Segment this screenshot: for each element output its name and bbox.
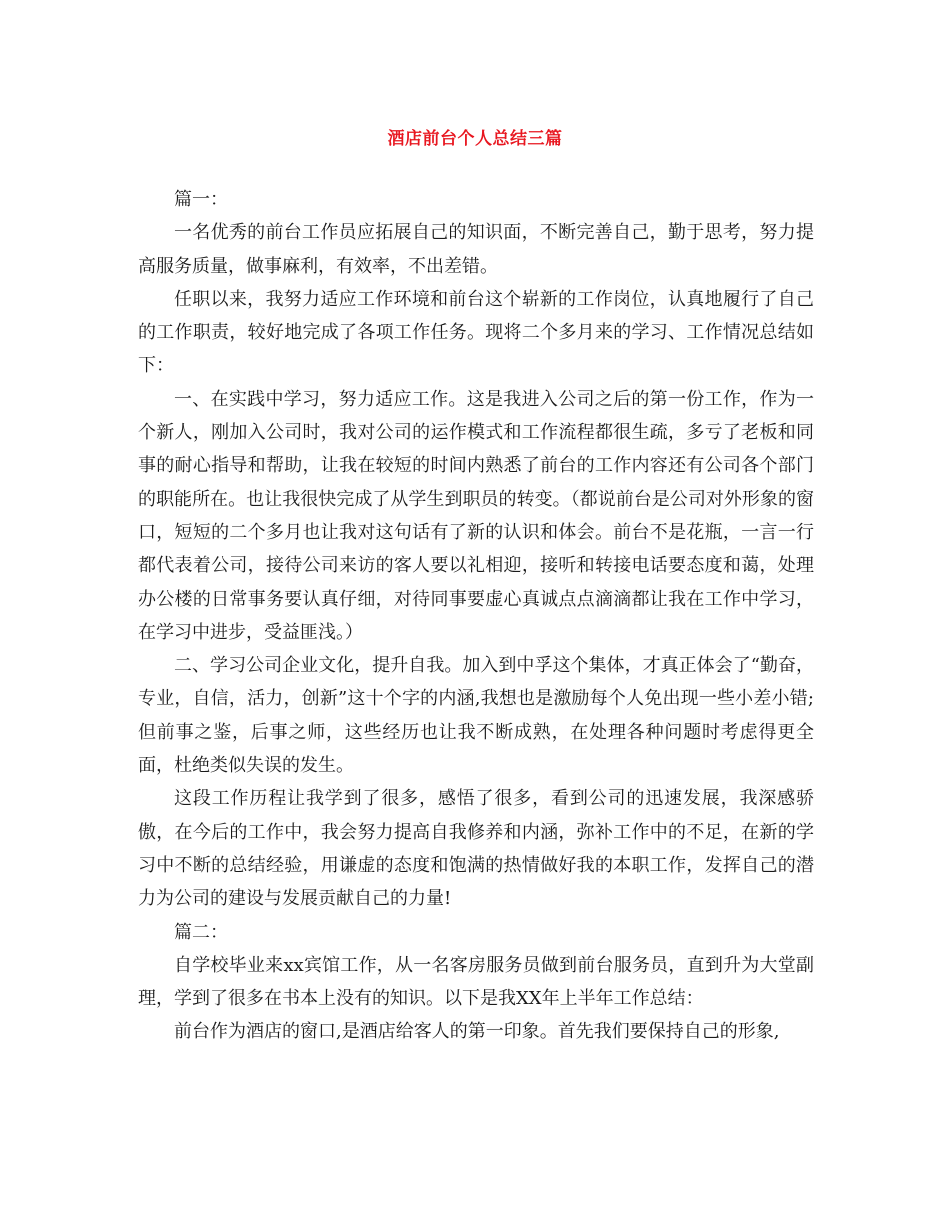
paragraph: 这段工作历程让我学到了很多，感悟了很多，看到公司的迅速发展，我深感骄傲，在今后的工作中，我会努力提高自我修养和内涵，弥补工作中的不足，在新的学习中不断的总结经验，用谦虚的态度和饱满的热情做好我的本职工作，发挥自己的潜力为公司的建设与发展贡献自己的力量! bbox=[138, 788, 814, 910]
paragraph: 一、在实践中学习，努力适应工作。这是我进入公司之后的第一份工作，作为一个新人，刚加入公司时，我对公司的运作模式和工作流程都很生疏，多亏了老板和同事的耐心指导和帮助，让我在较短的时间内熟悉了前台的工作内容还有公司各个部门的职能所在。也让我很快完成了从学生到职员的转变。（都说前台是公司对外形象的窗口，短短的二个多月也让我对这句话有了新的认识和体会。前台不是花瓶，一言一行都代表着公司，接待公司来访的客人要以礼相迎，接听和转接电话要态度和蔼，处理办公楼的日常事务要认真仔细，对待同事要虚心真诚点点滴滴都让我在工作中学习，在学习中进步，受益匪浅。） bbox=[138, 388, 814, 643]
paragraph: 任职以来，我努力适应工作环境和前台这个崭新的工作岗位，认真地履行了自己的工作职责，较好地完成了各项工作任务。现将二个多月来的学习、工作情况总结如下： bbox=[138, 288, 814, 377]
paragraph: 自学校毕业来xx宾馆工作，从一名客房服务员做到前台服务员，直到升为大堂副理，学到了很多在书本上没有的知识。以下是我XX年上半年工作总结： bbox=[138, 954, 814, 1010]
document-body bbox=[138, 183, 814, 1049]
paragraph: 二、学习公司企业文化，提升自我。加入到中孚这个集体，才真正体会了“勤奋，专业，自信，活力，创新”这十个字的内涵,我想也是激励每个人免出现一些小差小错;但前事之鉴，后事之师，这些经历也让我不断成熟，在处理各种问题时考虑得更全面，杜绝类似失误的发生。 bbox=[138, 655, 814, 777]
document-title: 酒店前台个人总结三篇 bbox=[387, 129, 563, 149]
paragraph: 一名优秀的前台工作员应拓展自己的知识面，不断完善自己，勤于思考，努力提高服务质量，做事麻利，有效率，不出差错。 bbox=[138, 222, 814, 277]
section-heading-2: 篇二： bbox=[174, 921, 228, 943]
section-heading-1: 篇一： bbox=[174, 189, 228, 210]
paragraph: 前台作为酒店的窗口,是酒店给客人的第一印象。首先我们要保持自己的形象, bbox=[174, 1021, 780, 1043]
